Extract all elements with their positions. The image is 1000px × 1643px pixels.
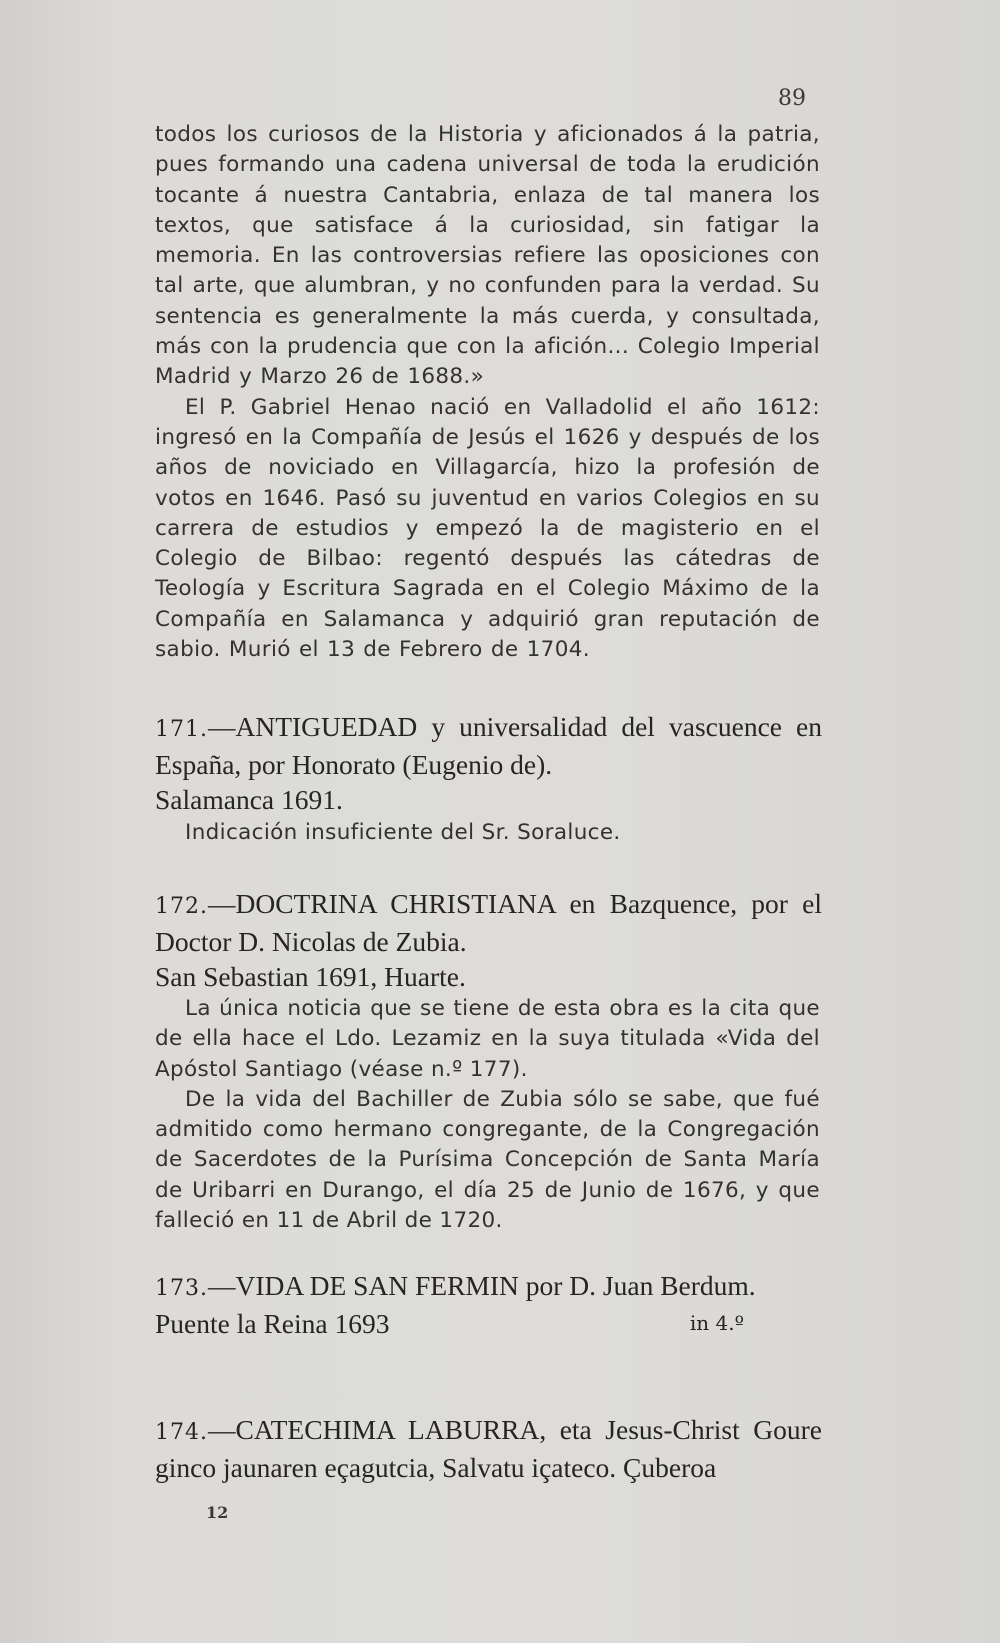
entry-number: 171.	[155, 717, 208, 742]
entry-title: —ANTIGUEDAD y universalidad del vascuence en España, por Honorato (Eugenio de).	[155, 711, 822, 780]
entry-title: —DOCTRINA CHRISTIANA en Bazquence, por el Doctor D. Nicolas de Zubia.	[155, 888, 822, 957]
intro-paragraph: todos los curiosos de la Historia y aficionados á la patria, pues formando una cadena universal de toda la erudición tocante á nuestra Cantabria, enlaza de tal manera los textos, que satisface á la curiosidad, sin fatigar la memoria. En las controversias refiere las oposiciones con tal arte, que alumbran, y no confunden para la verdad. Su sentencia es generalmente la más cuerda, y consultada, más con la prudencia que con la afición... Colegio Imperial Madrid y Marzo 26 de 1688.»	[155, 122, 820, 390]
entry-format: in 4.º	[689, 1311, 744, 1335]
entry-171-note: Indicación insuficiente del Sr. Soraluce.	[185, 820, 621, 845]
entry-title: —VIDA DE SAN FERMIN por D. Juan Berdum.	[207, 1270, 756, 1301]
entry-174-heading	[155, 1412, 822, 1485]
entry-title: —CATECHIMA LABURRA, eta Jesus-Christ Goure ginco jaunaren eçagutcia, Salvatu içateco. Çuberoa	[155, 1414, 822, 1483]
entry-imprint-row	[155, 1306, 822, 1341]
signature-mark: 12	[206, 1503, 229, 1522]
entry-note: La única noticia que se tiene de esta obra es la cita que de ella hace el Ldo. Lezamiz en la suya titulada «Vida del Apóstol Santiago (véase n.º 177).	[155, 996, 820, 1082]
entry-172-notes	[155, 994, 820, 1236]
entry-173-heading	[155, 1268, 822, 1341]
entry-number: 173.	[155, 1276, 208, 1301]
entry-imprint: Salamanca 1691.	[155, 784, 343, 815]
entry-172-heading	[155, 886, 822, 994]
entry-number: 174.	[155, 1420, 208, 1445]
entry-imprint: San Sebastian 1691, Huarte.	[155, 961, 466, 992]
page-number: 89	[778, 86, 806, 111]
entry-imprint: Puente la Reina 1693	[155, 1308, 390, 1339]
entry-number: 172.	[155, 894, 208, 919]
intro-paragraph: El P. Gabriel Henao nació en Valladolid el año 1612: ingresó en la Compañía de Jesús el 1626 y después de los años de noviciado en Villagarcía, hizo la profesión de votos en 1646. Pasó su juventud en varios Colegios en su carrera de estudios y empezó la de magisterio en el Colegio de Bilbao: regentó después las cátedras de Teología y Escritura Sagrada en el Colegio Máximo de la Compañía en Salamanca y adquirió gran reputación de sabio. Murió el 13 de Febrero de 1704.	[155, 394, 820, 663]
intro-text	[155, 120, 820, 665]
entry-171-heading	[155, 709, 822, 817]
entry-note: De la vida del Bachiller de Zubia sólo se sabe, que fué admitido como hermano congregante, de la Congregación de Sacerdotes de la Purísima Concepción de Santa María de Uribarri en Durango, el día 25 de Junio de 1676, y que falleció en 11 de Abril de 1720.	[155, 1086, 820, 1234]
